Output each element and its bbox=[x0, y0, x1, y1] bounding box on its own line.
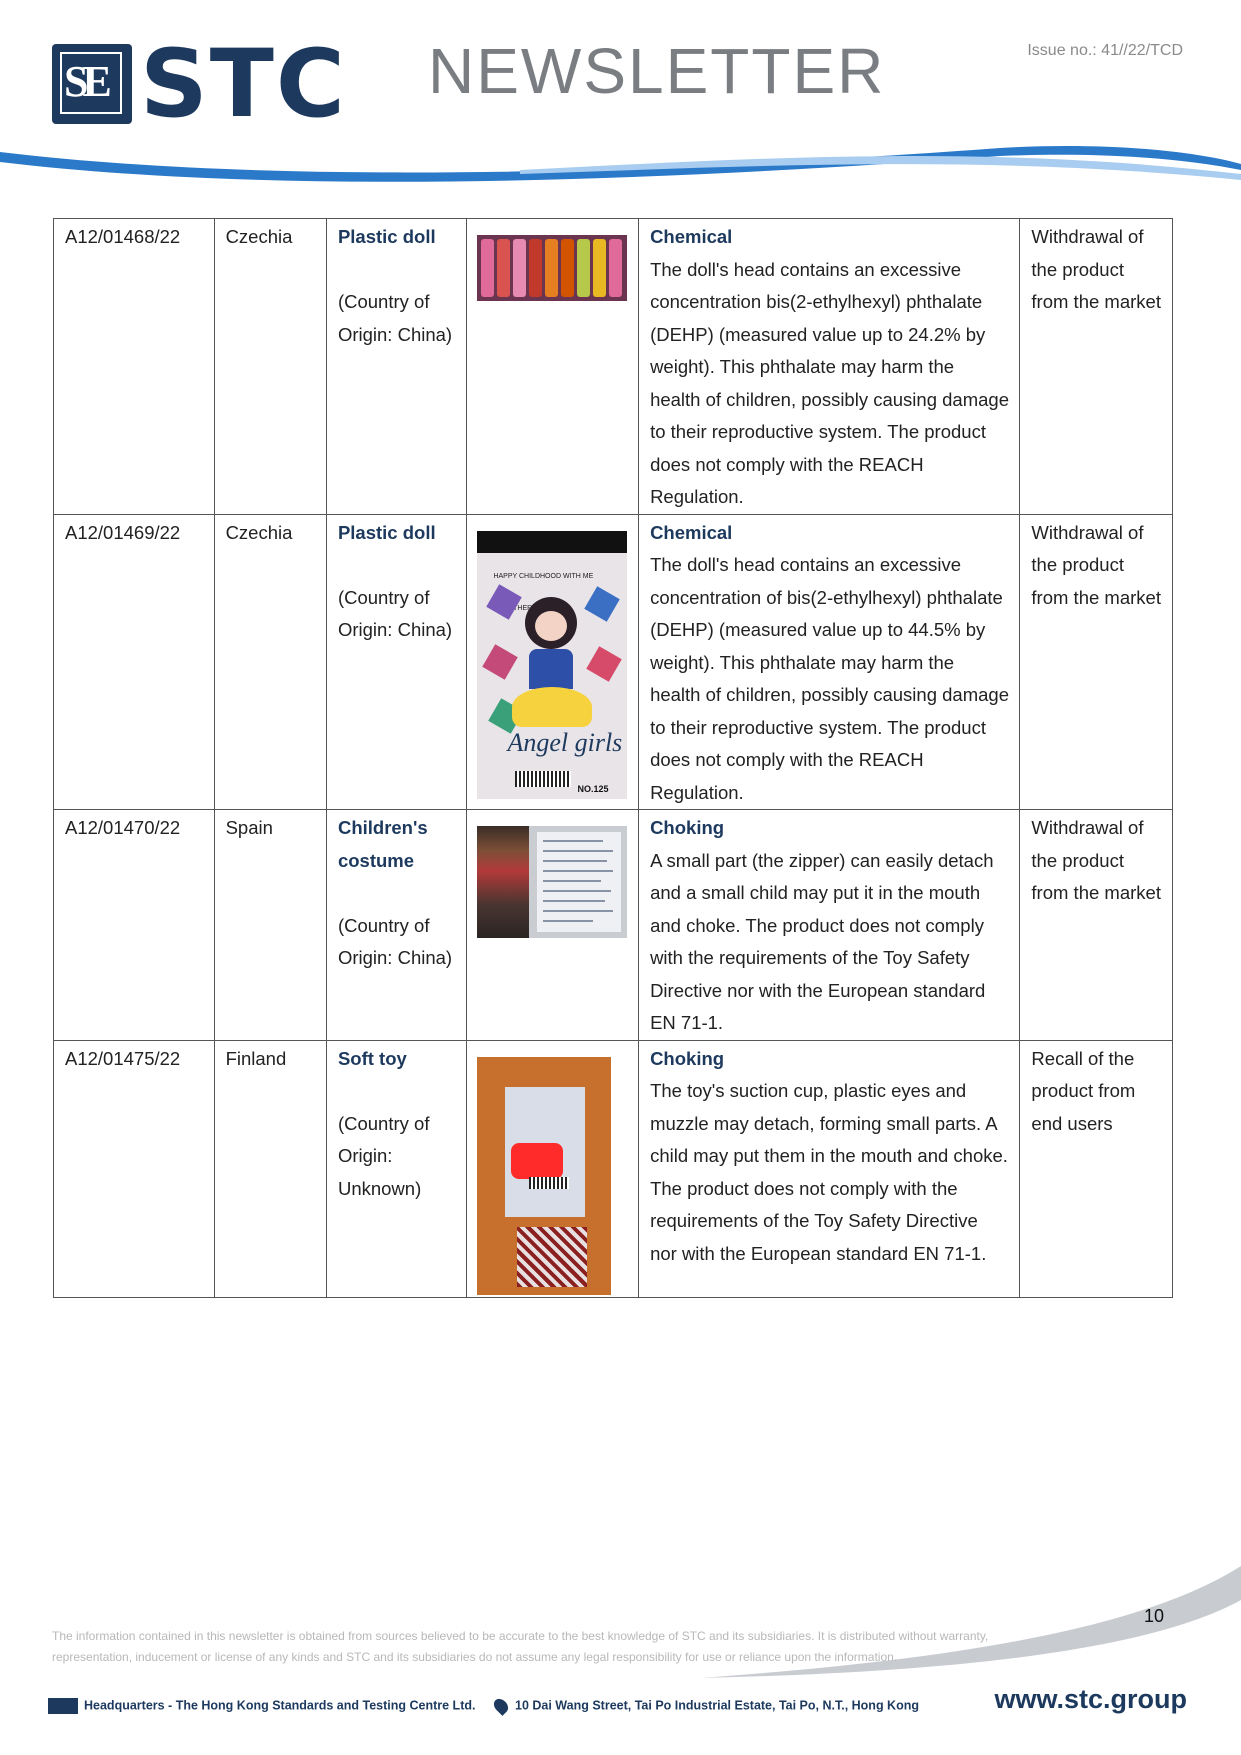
country-cell: Spain bbox=[214, 810, 326, 1041]
package-banner: HAPPY CHILDHOOD WITH ME bbox=[493, 572, 594, 580]
measure-cell: Recall of the product from end users bbox=[1020, 1040, 1173, 1297]
building-icon bbox=[48, 1698, 78, 1714]
address bbox=[495, 1698, 919, 1714]
description-cell bbox=[639, 1040, 1020, 1297]
description-cell bbox=[639, 219, 1020, 515]
image-cell bbox=[467, 1040, 639, 1297]
package-brand: Angel girls bbox=[507, 727, 623, 757]
stc-logo bbox=[52, 30, 362, 139]
address-text: 10 Dai Wang Street, Tai Po Industrial Estate, Tai Po, N.T., Hong Kong bbox=[515, 1698, 919, 1713]
origin-line: Origin: China) bbox=[337, 947, 453, 968]
disclaimer: The information contained in this newsletter is obtained from sources believed to be accurate to the best knowledge of STC and its subsidiaries. It is distributed without warranty, representation, inducement or license of any kinds and STC and its subsidiaries do not assume any legal responsibility for use or reliance upon the information. bbox=[52, 1629, 989, 1664]
barcode bbox=[515, 771, 571, 787]
origin-line: (Country of bbox=[337, 914, 430, 936]
table-row bbox=[54, 219, 1173, 515]
table-row bbox=[54, 514, 1173, 810]
image-cell bbox=[467, 219, 639, 515]
origin-line: Origin: bbox=[337, 1145, 393, 1166]
headquarters-text: Headquarters - The Hong Kong Standards and Testing Centre Ltd. bbox=[84, 1698, 476, 1713]
origin-line: (Country of bbox=[337, 586, 430, 608]
issue-number: Issue no.: 41//22/TCD bbox=[1027, 42, 1183, 59]
table-row bbox=[54, 810, 1173, 1041]
page-number: 10 bbox=[1144, 1606, 1165, 1626]
product-cell bbox=[326, 810, 467, 1041]
newsletter-title: NEWSLETTER bbox=[428, 35, 886, 107]
country-cell: Czechia bbox=[214, 514, 326, 810]
hazard-description: A small part (the zipper) can easily detach and a small child may put it in the mouth and choke. The product does not comply with the requirements of the Toy Safety Directive nor with the European standard EN 71-1. bbox=[650, 849, 994, 1033]
ref-cell: A12/01469/22 bbox=[54, 514, 215, 810]
product-name: Children's bbox=[337, 817, 428, 838]
measure-cell: Withdrawal of the product from the market bbox=[1020, 219, 1173, 515]
hazard-description: The doll's head contains an excessive concentration of bis(2-ethylhexyl) phthalate (DEHP) (measured value up to 44.5% by weight). This phthalate may harm the health of children, possibly causing damage to their reproductive system. The product does not comply with the REACH Regulation. bbox=[650, 554, 1009, 803]
product-photo bbox=[477, 531, 627, 799]
website-link[interactable]: www.stc.group bbox=[994, 1684, 1187, 1714]
hazard-type: Choking bbox=[650, 817, 725, 838]
description-cell bbox=[639, 810, 1020, 1041]
origin-line: Origin: China) bbox=[337, 323, 453, 345]
image-cell bbox=[467, 810, 639, 1041]
header-swoosh bbox=[0, 140, 1241, 200]
location-pin-icon bbox=[491, 1696, 511, 1716]
country-cell: Czechia bbox=[214, 219, 326, 515]
origin-line: Origin: China) bbox=[337, 619, 453, 640]
measure-cell: Withdrawal of the product from the market bbox=[1020, 810, 1173, 1041]
hazard-type: Choking bbox=[650, 1047, 725, 1069]
measure-cell: Withdrawal of the product from the market bbox=[1020, 514, 1173, 810]
product-name: Plastic doll bbox=[337, 521, 436, 543]
origin-line: (Country of bbox=[337, 1112, 430, 1134]
ref-cell: A12/01475/22 bbox=[54, 1040, 215, 1297]
country-cell: Finland bbox=[214, 1040, 326, 1297]
product-cell bbox=[326, 219, 467, 515]
description-cell bbox=[639, 514, 1020, 810]
product-photo bbox=[477, 1057, 611, 1295]
product-name: Soft toy bbox=[337, 1047, 407, 1069]
rapex-table bbox=[53, 218, 1173, 1298]
hazard-type: Chemical bbox=[650, 226, 733, 247]
product-photo bbox=[477, 235, 627, 301]
ref-cell: A12/01468/22 bbox=[54, 219, 215, 515]
package-model: NO.125 bbox=[577, 783, 609, 794]
hazard-description: The doll's head contains an excessive concentration bis(2-ethylhexyl) phthalate (DEHP) (measured value up to 24.2% by weight). This phthalate may harm the health of children, possibly causing damage to their reproductive system. The product does not comply with the REACH Regulation. bbox=[650, 258, 1009, 507]
origin-line: (Country of bbox=[337, 291, 430, 312]
image-cell bbox=[467, 514, 639, 810]
stc-logo-mark: SE bbox=[52, 44, 132, 124]
stc-logo-text: STC bbox=[140, 30, 347, 139]
product-cell bbox=[326, 1040, 467, 1297]
hazard-type: Chemical bbox=[650, 521, 733, 543]
product-name: Plastic doll bbox=[337, 226, 436, 247]
product-name: costume bbox=[337, 849, 415, 871]
origin-line: Unknown) bbox=[337, 1177, 422, 1199]
product-cell bbox=[326, 514, 467, 810]
hazard-description: The toy's suction cup, plastic eyes and muzzle may detach, forming small parts. A child may put them in the mouth and choke. The product does not comply with the requirements of the Toy Safety Directive nor with the European standard EN 71-1. bbox=[650, 1080, 1008, 1264]
ref-cell: A12/01470/22 bbox=[54, 810, 215, 1041]
product-photo bbox=[477, 826, 627, 938]
headquarters bbox=[48, 1698, 475, 1714]
table-row bbox=[54, 1040, 1173, 1297]
